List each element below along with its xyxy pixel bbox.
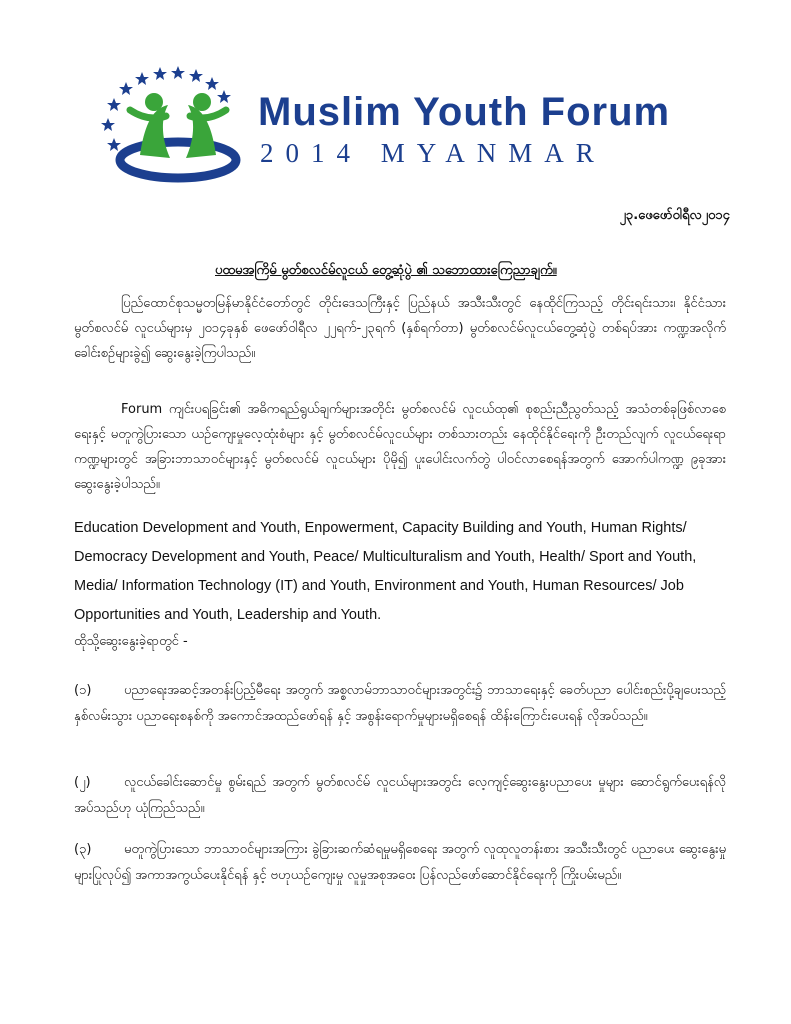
paragraph-purpose: Forum ကျင်းပရခြင်း၏ အဓိကရည်ရွယ်ချက်များအတိုင်း မွတ်စလင်မ် လူငယ်ထု၏ စုစည်းညီညွတ်သည့် အသံတစ်ခုဖြစ်လာစေရေးနှင့် မတူကွဲပြားသော ယဉ်ကျေးမှုလေ့ထုံးစံများ နှင့် မွတ်စလင်မ်လူငယ်များ တစ်သားတည်း နေထိုင်နိုင်ရေးကို ဦးတည်လျက် လူငယ်ရေးရာ ကဏ္ဍများတွင် အခြားဘာသာဝင်များနှင့် မွတ်စလင်မ် လူငယ်များ ပိုမို၍ ပူးပေါင်းလက်တွဲ ပါဝင်လာစေရန်အတွက် အောက်ပါကဏ္ဍ ၉ခုအားဆွေးနွေးခဲ့ပါသည်။ [74,402,726,492]
item-number: (၃) [74,842,92,857]
item-text: ပညာရေးအဆင့်အတန်းပြည့်မီရေး အတွက် အစ္စလာမ်ဘာသာဝင်များအတွင်း၌ ဘာသာရေးနှင့် ခေတ်ပညာ ပေါင်းစည်းပို့ချပေးသည့် နှစ်လမ်းသွား ပညာရေးစနစ်ကို အကောင်အထည်ဖော်ရန် နှင့် အစွန်းရောက်မှုများမရှိစေရန် ထိန်းကြောင်းပေးရန် လိုအပ်သည်။ [74,683,726,724]
list-item [74,770,726,822]
document-heading: ပထမအကြိမ် မွတ်စလင်မ်လူငယ် တွေ့ဆုံပွဲ ၏ သဘောထားကြေညာချက်။ [215,263,557,278]
document-date: ၂၃.ဖေဖော်ဝါရီလ၂၀၁၄ [619,208,730,223]
logo-title: Muslim Youth Forum [258,90,671,134]
paragraph-intro: ပြည်ထောင်စုသမ္မတမြန်မာနိုင်ငံတော်တွင် တိုင်းဒေသကြီးနှင့် ပြည်နယ် အသီးသီးတွင် နေထိုင်ကြသည့် တိုင်းရင်းသား၊ နိုင်ငံသား မွတ်စလင်မ် လူငယ်များမှ ၂၀၁၄ခုနှစ် ဖေဖော်ဝါရီလ ၂၂ရက်-၂၃ရက် (နှစ်ရက်တာ) မွတ်စလင်မ်လူငယ်တွေ့ဆုံပွဲ တစ်ရပ်အား ကဏ္ဍအလိုက် ခေါင်းစဉ်များခွဲ၍ ဆွေးနွေးခဲ့ကြပါသည်။ [74,296,726,361]
item-text: မတူကွဲပြားသော ဘာသာဝင်များအကြား ခွဲခြားဆက်ဆံရမှုမရှိစေရေး အတွက် လူထုလူတန်းစား အသီးသီးတွင် ပညာပေး ဆွေးနွေးမှုများပြုလုပ်၍ အကာအကွယ်ပေးနိုင်ရန် နှင့် ဗဟုယဉ်ကျေးမှု လူမှုအစုအဝေး ပြန်လည်ဖော်ဆောင်နိုင်ရေးကို ကြိုးပမ်းမည်။ [74,842,726,883]
topics-list: Education Development and Youth, Enpowerment, Capacity Building and Youth, Human Rights/ Democracy Development and Youth, Peace/ Multiculturalism and Youth, Health/ Sport and Youth, Media/ Information Technology (IT) and Youth, Environment and Youth, Human Resources/ Job Opportunities and Youth, Leadership and Youth. [74,520,697,623]
item-number: (၂) [74,775,91,790]
list-item [74,678,726,730]
list-item [74,837,726,889]
discussion-lead: ထိုသို့ဆွေးနွေးခဲ့ရာတွင် - [74,634,188,649]
logo-subtitle: 2014 MYANMAR [260,138,606,168]
logo-emblem-icon [100,60,260,185]
item-text: လူငယ်ခေါင်းဆောင်မှု စွမ်းရည် အတွက် မွတ်စလင်မ် လူငယ်များအတွင်း လေ့ကျင့်ဆွေးနွေးပညာပေး မှုများ ဆောင်ရွက်ပေးရန်လိုအပ်သည်ဟု ယုံကြည်သည်။ [74,775,726,816]
forum-logo [100,60,680,190]
item-number: (၁) [74,683,92,698]
